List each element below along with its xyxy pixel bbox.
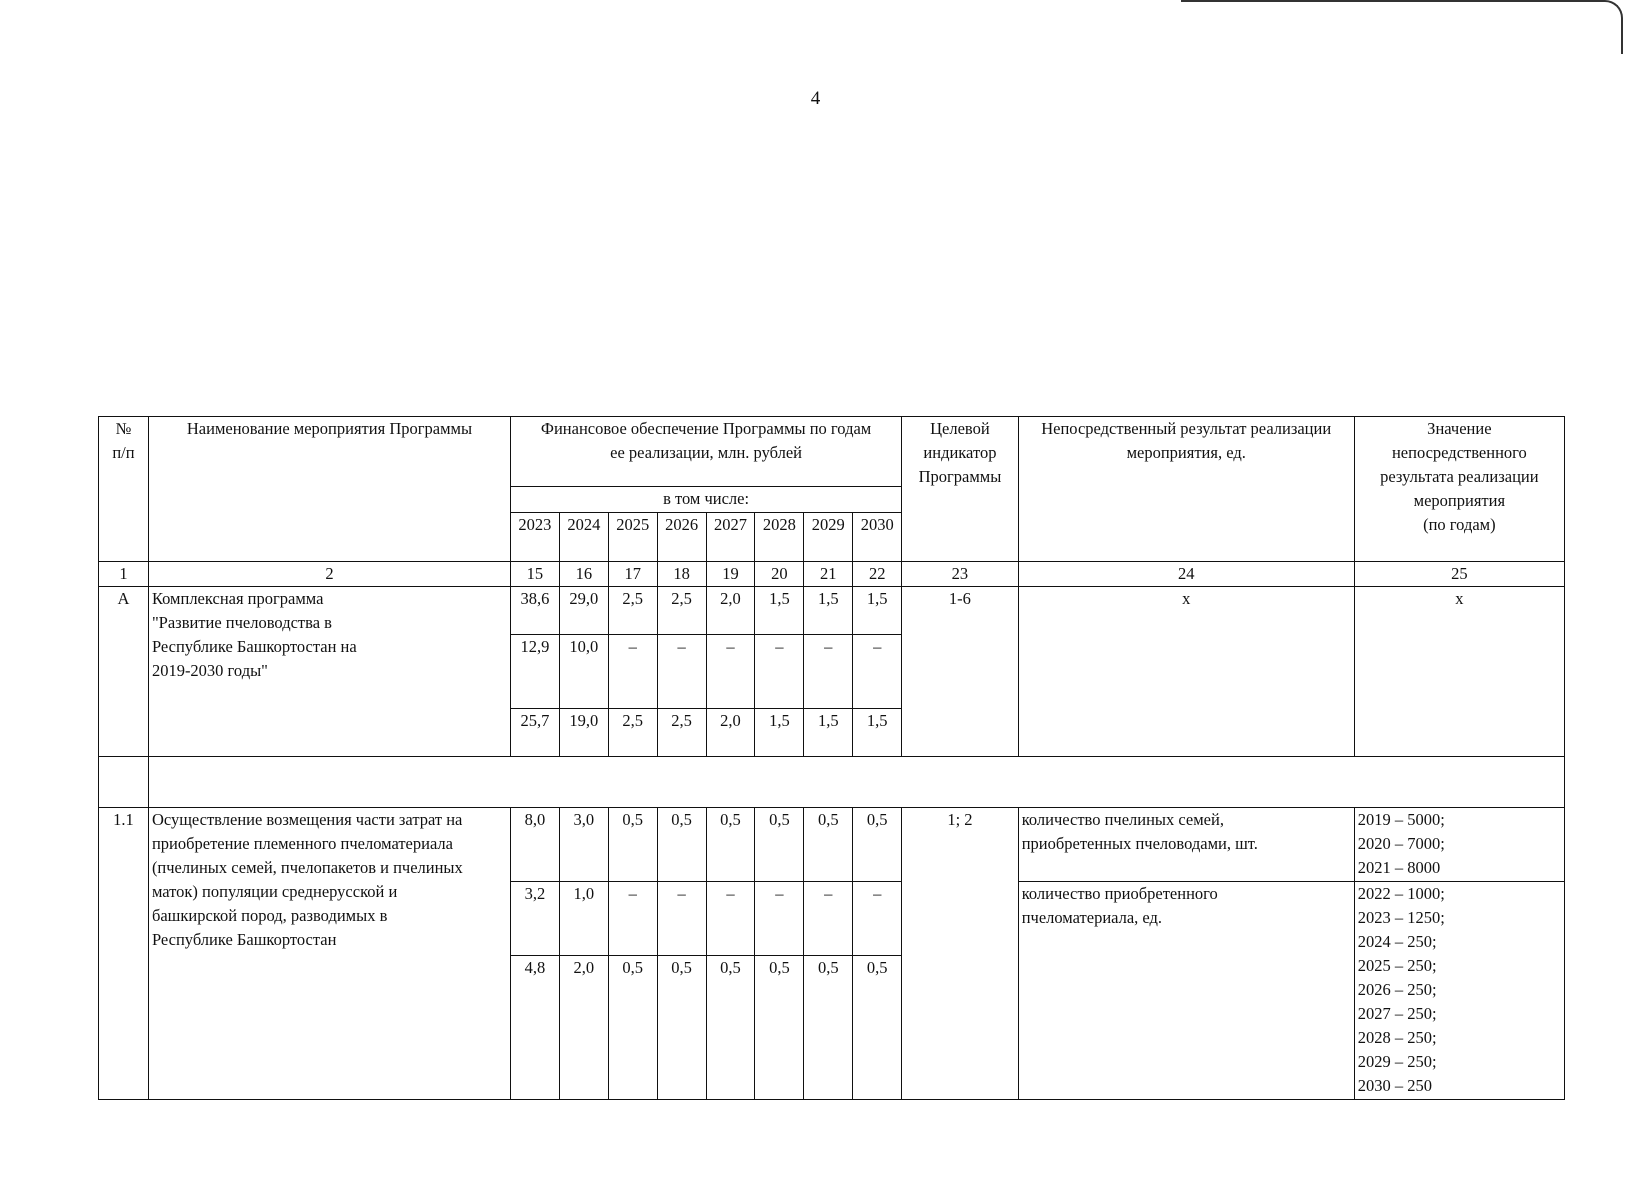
finance-cell: 10,0 xyxy=(559,635,608,709)
header-year: 2025 xyxy=(608,513,657,562)
program-table xyxy=(98,416,1565,1100)
table-row xyxy=(99,587,1565,635)
col-number: 1 xyxy=(99,562,149,587)
finance-cell: 1,5 xyxy=(853,587,902,635)
finance-cell: 0,5 xyxy=(755,956,804,1100)
finance-cell: 0,5 xyxy=(706,808,755,882)
finance-cell: – xyxy=(804,635,853,709)
finance-cell: 0,5 xyxy=(853,808,902,882)
header-year: 2026 xyxy=(657,513,706,562)
row-name: Комплексная программа "Развитие пчеловодства в Республике Башкортостан на 2019-2030 годы" xyxy=(148,587,510,757)
finance-cell: 3,0 xyxy=(559,808,608,882)
finance-cell: 8,0 xyxy=(510,808,559,882)
finance-cell: 1,0 xyxy=(559,882,608,956)
page-number: 4 xyxy=(810,88,821,109)
col-number: 21 xyxy=(804,562,853,587)
header-year: 2030 xyxy=(853,513,902,562)
col-number: 16 xyxy=(559,562,608,587)
finance-cell: – xyxy=(755,882,804,956)
finance-cell: 1,5 xyxy=(804,709,853,757)
direct-result: x xyxy=(1018,587,1354,757)
finance-cell: 19,0 xyxy=(559,709,608,757)
col-number: 20 xyxy=(755,562,804,587)
finance-cell: 0,5 xyxy=(657,808,706,882)
result-value: x xyxy=(1354,587,1564,757)
finance-cell: 0,5 xyxy=(608,956,657,1100)
finance-cell: – xyxy=(657,882,706,956)
header-year: 2023 xyxy=(510,513,559,562)
header-year: 2024 xyxy=(559,513,608,562)
finance-cell: 1,5 xyxy=(853,709,902,757)
page-edge-mark xyxy=(1181,0,1623,54)
header-year: 2029 xyxy=(804,513,853,562)
finance-cell: 2,5 xyxy=(657,587,706,635)
finance-cell: 2,5 xyxy=(608,587,657,635)
finance-cell: 2,5 xyxy=(608,709,657,757)
finance-cell: 2,5 xyxy=(657,709,706,757)
col-number: 19 xyxy=(706,562,755,587)
table-row xyxy=(99,808,1565,882)
col-number: 22 xyxy=(853,562,902,587)
row-num: А xyxy=(99,587,149,757)
header-target: Целевой индикатор Программы xyxy=(902,417,1019,562)
blank-row xyxy=(99,757,1565,808)
finance-cell: 0,5 xyxy=(657,956,706,1100)
col-number: 23 xyxy=(902,562,1019,587)
finance-cell: 38,6 xyxy=(510,587,559,635)
target-indicator: 1-6 xyxy=(902,587,1019,757)
header-name: Наименование мероприятия Программы xyxy=(148,417,510,562)
header-year: 2028 xyxy=(755,513,804,562)
blank-cell xyxy=(148,757,1564,808)
finance-cell: 25,7 xyxy=(510,709,559,757)
finance-cell: – xyxy=(706,882,755,956)
finance-cell: 2,0 xyxy=(559,956,608,1100)
header-row-1 xyxy=(99,417,1565,487)
finance-cell: 2,0 xyxy=(706,709,755,757)
header-num: № п/п xyxy=(99,417,149,562)
direct-result: количество пчелиных семей, приобретенных пчеловодами, шт. xyxy=(1018,808,1354,882)
finance-cell: – xyxy=(608,882,657,956)
finance-cell: – xyxy=(853,635,902,709)
col-number: 25 xyxy=(1354,562,1564,587)
direct-result: количество приобретенного пчеломатериала, ед. xyxy=(1018,882,1354,1100)
finance-cell: 1,5 xyxy=(755,709,804,757)
finance-cell: 2,0 xyxy=(706,587,755,635)
finance-cell: – xyxy=(608,635,657,709)
finance-cell: 4,8 xyxy=(510,956,559,1100)
col-number: 18 xyxy=(657,562,706,587)
finance-cell: – xyxy=(657,635,706,709)
result-value: 2022 – 1000; 2023 – 1250; 2024 – 250; 2025 – 250; 2026 – 250; 2027 – 250; 2028 – 250; 2029 – 250; 2030 – 250 xyxy=(1354,882,1564,1100)
col-number: 24 xyxy=(1018,562,1354,587)
result-value: 2019 – 5000; 2020 – 7000; 2021 – 8000 xyxy=(1354,808,1564,882)
header-finance: Финансовое обеспечение Программы по годам ее реализации, млн. рублей xyxy=(510,417,901,487)
col-number: 2 xyxy=(148,562,510,587)
row-num: 1.1 xyxy=(99,808,149,1100)
finance-cell: 0,5 xyxy=(804,956,853,1100)
finance-cell: 0,5 xyxy=(804,808,853,882)
finance-cell: 29,0 xyxy=(559,587,608,635)
column-number-row xyxy=(99,562,1565,587)
target-indicator: 1; 2 xyxy=(902,808,1019,1100)
finance-cell: 0,5 xyxy=(755,808,804,882)
col-number: 17 xyxy=(608,562,657,587)
finance-cell: – xyxy=(706,635,755,709)
col-number: 15 xyxy=(510,562,559,587)
finance-cell: – xyxy=(755,635,804,709)
header-direct-result: Непосредственный результат реализации мероприятия, ед. xyxy=(1018,417,1354,562)
finance-cell: 1,5 xyxy=(804,587,853,635)
finance-cell: 0,5 xyxy=(608,808,657,882)
blank-cell xyxy=(99,757,149,808)
finance-cell: – xyxy=(853,882,902,956)
finance-cell: 3,2 xyxy=(510,882,559,956)
header-incl: в том числе: xyxy=(510,487,901,513)
finance-cell: 0,5 xyxy=(706,956,755,1100)
finance-cell: – xyxy=(804,882,853,956)
header-result-value: Значение непосредственного результата реализации мероприятия (по годам) xyxy=(1354,417,1564,562)
finance-cell: 0,5 xyxy=(853,956,902,1100)
header-year: 2027 xyxy=(706,513,755,562)
finance-cell: 1,5 xyxy=(755,587,804,635)
finance-cell: 12,9 xyxy=(510,635,559,709)
row-name: Осуществление возмещения части затрат на приобретение племенного пчеломатериала (пчелиных семей, пчелопакетов и пчелиных маток) популяции среднерусской и башкирской пород, разводимых в Республике Башкортостан xyxy=(148,808,510,1100)
